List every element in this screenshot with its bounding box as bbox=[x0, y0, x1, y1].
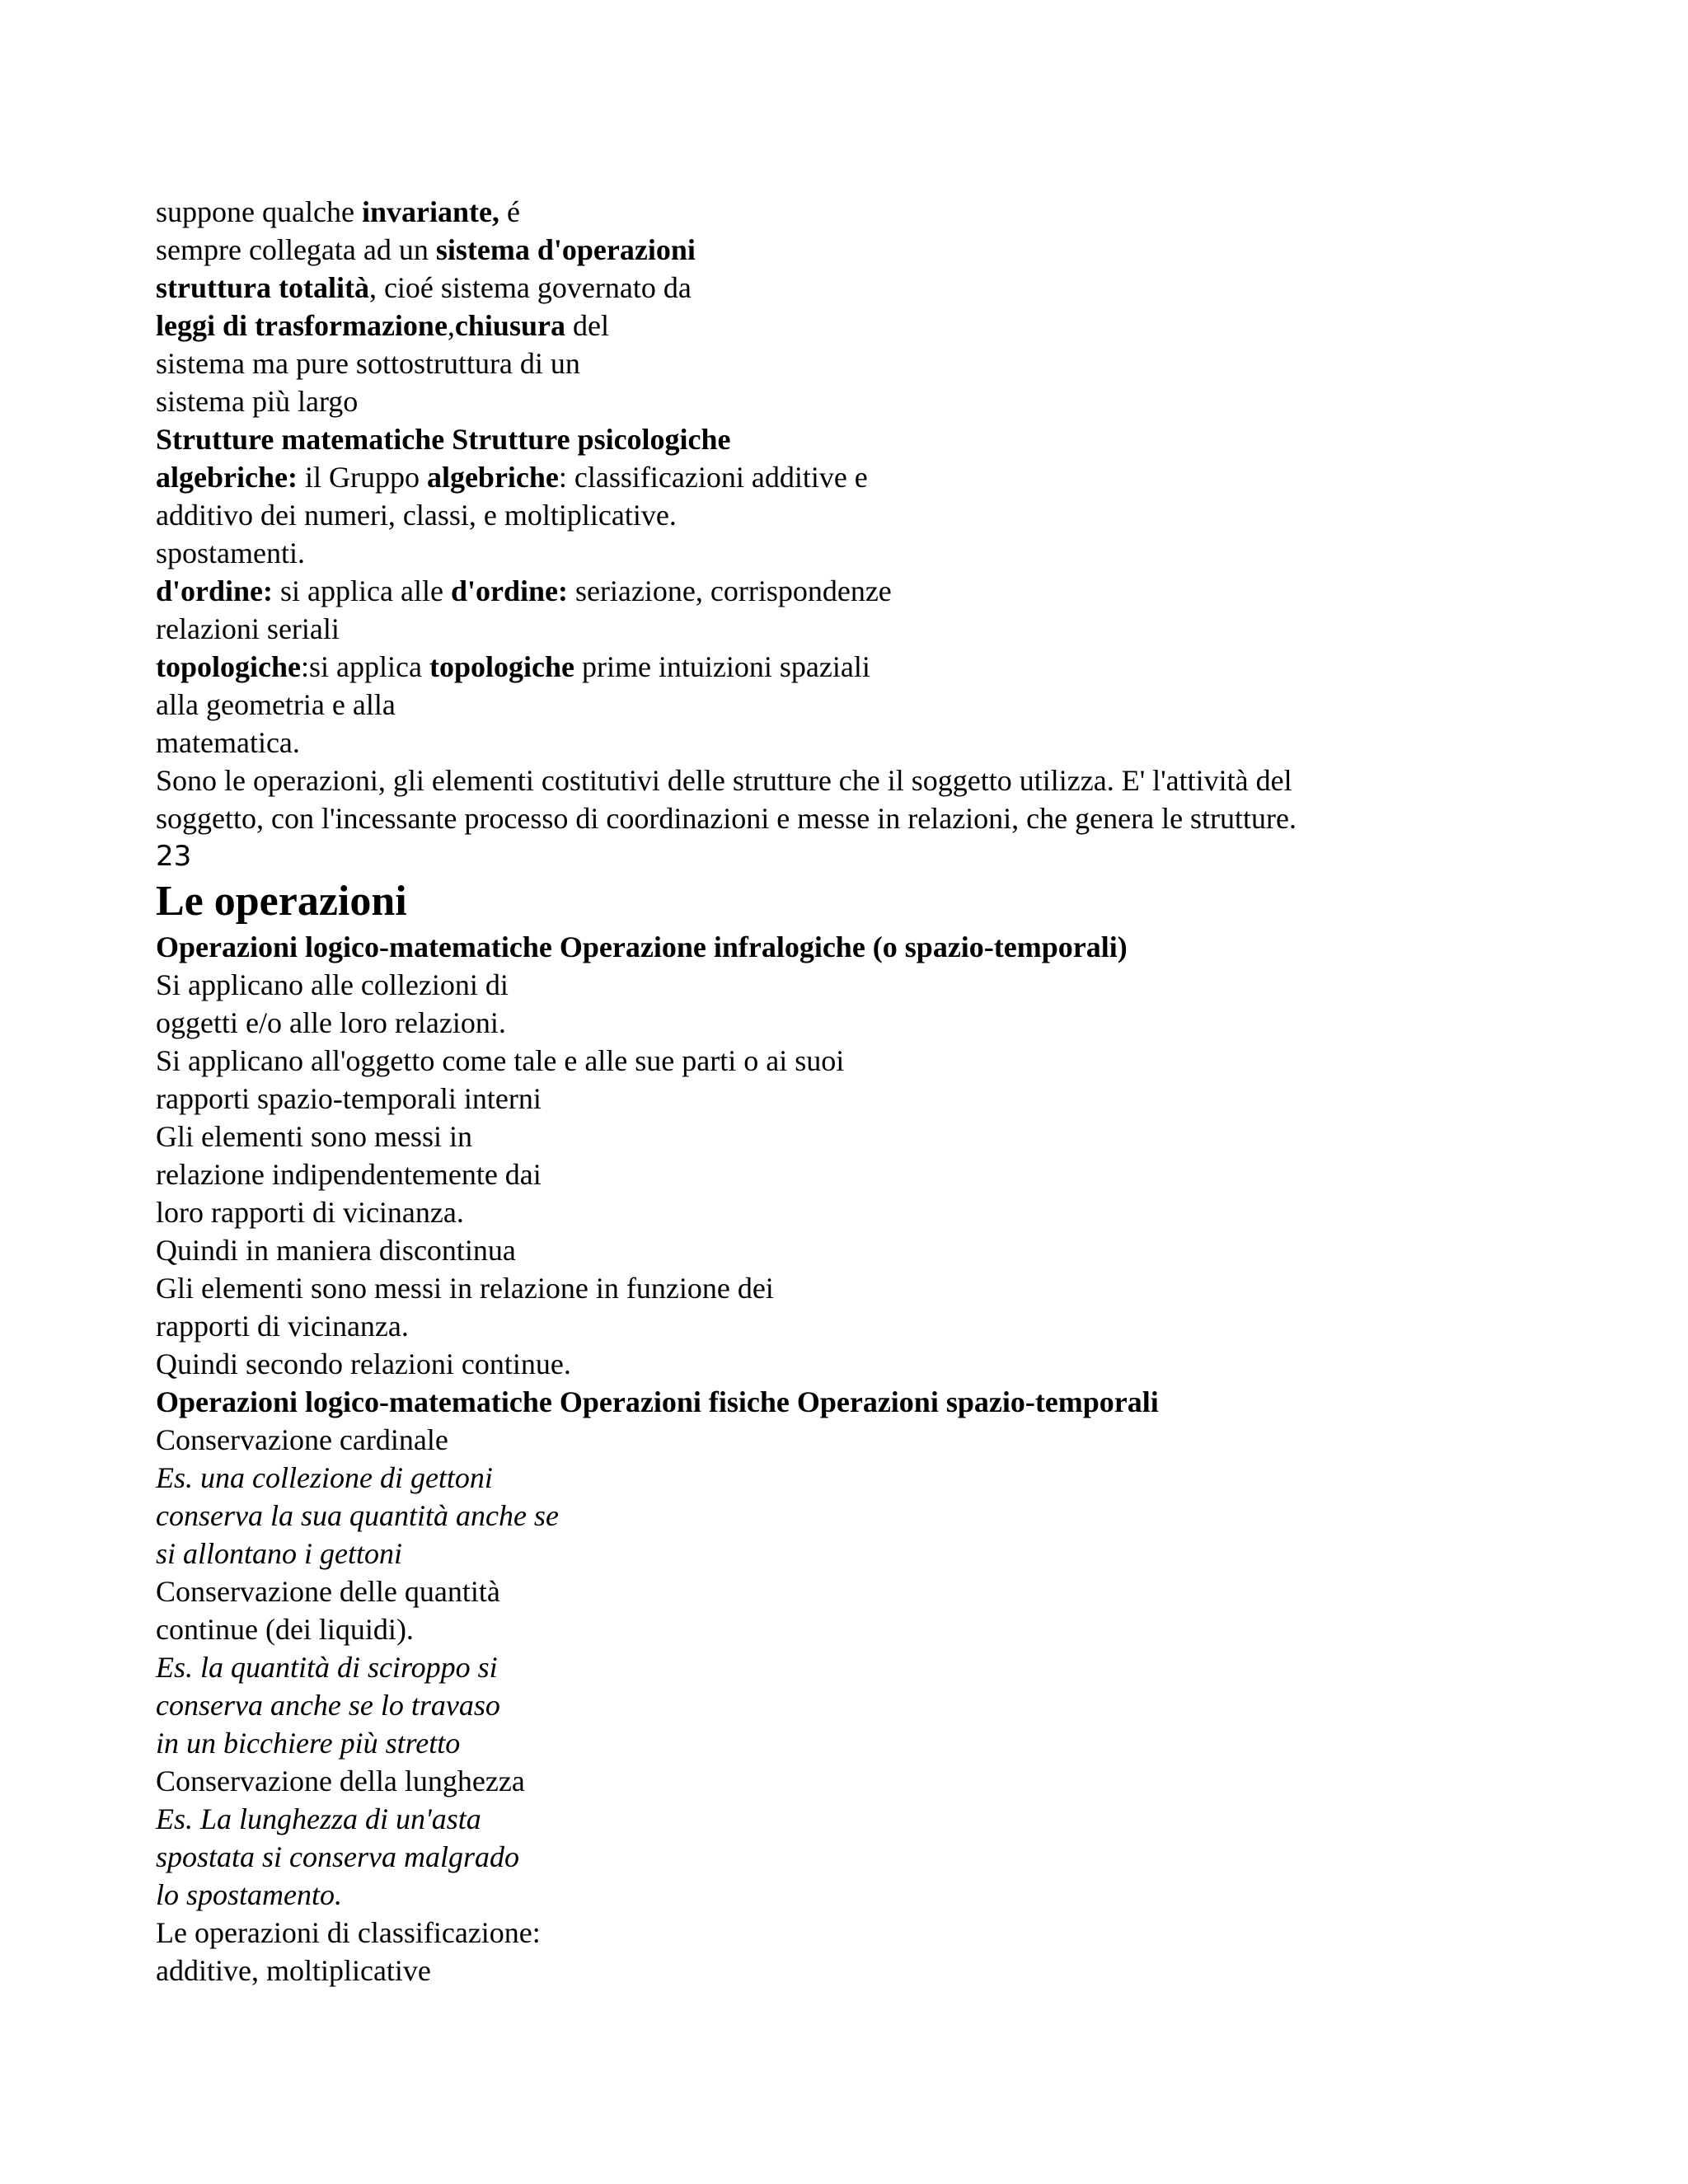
text-line bbox=[156, 458, 1606, 496]
italic-example-line bbox=[156, 1876, 1606, 1914]
text-line: additivo dei numeri, classi, e moltiplicative. bbox=[156, 499, 677, 532]
text-line bbox=[156, 572, 1606, 610]
text-line: relazioni seriali bbox=[156, 612, 340, 645]
italic-text: conserva la sua quantità anche se bbox=[156, 1499, 559, 1532]
text: sempre collegata ad un bbox=[156, 233, 436, 266]
italic-text: Es. una collezione di gettoni bbox=[156, 1461, 493, 1494]
text: é bbox=[499, 195, 520, 228]
text-line: additive, moltiplicative bbox=[156, 1954, 431, 1987]
text-line: Conservazione delle quantità bbox=[156, 1575, 500, 1608]
italic-text: si allontano i gettoni bbox=[156, 1537, 403, 1570]
text-line: Quindi secondo relazioni continue. bbox=[156, 1347, 571, 1380]
bold-term: topologiche bbox=[429, 650, 574, 683]
italic-example-line bbox=[156, 1497, 1606, 1535]
bold-term: chiusura bbox=[454, 309, 565, 342]
bold-term: invariante, bbox=[361, 195, 499, 228]
italic-example-line bbox=[156, 1459, 1606, 1497]
text: suppone qualche bbox=[156, 195, 362, 228]
text: : classificazioni additive e bbox=[558, 461, 868, 494]
text-line bbox=[156, 648, 1606, 686]
bold-term: Operazioni logico-matematiche Operazioni fisiche Operazioni spazio-temporali bbox=[156, 1385, 1159, 1418]
text-line: Conservazione della lunghezza bbox=[156, 1765, 525, 1797]
text-line: Le operazioni di classificazione: bbox=[156, 1916, 541, 1949]
text-line: Conservazione cardinale bbox=[156, 1423, 448, 1456]
italic-text: conserva anche se lo travaso bbox=[156, 1689, 500, 1722]
table-header-line bbox=[156, 420, 1606, 458]
italic-text: lo spostamento. bbox=[156, 1878, 343, 1911]
text-line: sistema più largo bbox=[156, 385, 359, 418]
text: , bbox=[447, 309, 455, 342]
text-line bbox=[156, 307, 1606, 344]
text-line: matematica. bbox=[156, 726, 300, 759]
bold-term: leggi di trasformazione bbox=[156, 309, 448, 342]
text-line: Si applicano alle collezioni di bbox=[156, 968, 509, 1001]
section-heading: Le operazioni bbox=[156, 878, 407, 925]
italic-text: in un bicchiere più stretto bbox=[156, 1727, 461, 1760]
text-line: sistema ma pure sottostruttura di un bbox=[156, 347, 580, 380]
text: , cioé sistema governato da bbox=[368, 271, 692, 304]
text: seriazione, corrispondenze bbox=[567, 574, 892, 607]
text-line: relazione indipendentemente dai bbox=[156, 1158, 542, 1191]
text: del bbox=[565, 309, 609, 342]
document-page bbox=[156, 193, 1606, 1990]
italic-text: Es. la quantità di sciroppo si bbox=[156, 1651, 498, 1684]
text-line: alla geometria e alla bbox=[156, 688, 396, 721]
text-line: soggetto, con l'incessante processo di coordinazioni e messe in relazioni, che genera le strutture. bbox=[156, 802, 1297, 835]
italic-example-line bbox=[156, 1724, 1606, 1762]
italic-example-line bbox=[156, 1838, 1606, 1876]
text: il Gruppo bbox=[297, 461, 427, 494]
bold-term: topologiche bbox=[156, 650, 301, 683]
bold-term: Operazioni logico-matematiche Operazione infralogiche (o spazio-temporali) bbox=[156, 930, 1128, 963]
text-line bbox=[156, 269, 1606, 307]
italic-text: spostata si conserva malgrado bbox=[156, 1840, 519, 1873]
text-line: continue (dei liquidi). bbox=[156, 1613, 414, 1646]
italic-example-line bbox=[156, 1800, 1606, 1838]
text-line: loro rapporti di vicinanza. bbox=[156, 1196, 464, 1229]
text-line: Quindi in maniera discontinua bbox=[156, 1234, 516, 1267]
text: si applica alle bbox=[273, 574, 451, 607]
bold-term: sistema d'operazioni bbox=[435, 233, 696, 266]
table-header-line bbox=[156, 928, 1606, 966]
page-number: 23 bbox=[156, 840, 192, 873]
text: prime intuizioni spaziali bbox=[574, 650, 870, 683]
italic-text: Es. La lunghezza di un'asta bbox=[156, 1802, 481, 1835]
text-line: rapporti spazio-temporali interni bbox=[156, 1082, 542, 1115]
text-line: spostamenti. bbox=[156, 537, 305, 569]
italic-example-line bbox=[156, 1535, 1606, 1572]
italic-example-line bbox=[156, 1686, 1606, 1724]
bold-term: algebriche: bbox=[156, 461, 298, 494]
bold-term: Strutture matematiche Strutture psicologiche bbox=[156, 423, 731, 456]
text-line: rapporti di vicinanza. bbox=[156, 1310, 409, 1343]
bold-term: struttura totalità bbox=[156, 271, 369, 304]
text-line bbox=[156, 231, 1606, 269]
table-header-line bbox=[156, 1383, 1606, 1421]
bold-term: d'ordine: bbox=[156, 574, 274, 607]
text-line: oggetti e/o alle loro relazioni. bbox=[156, 1006, 506, 1039]
text-line: Gli elementi sono messi in bbox=[156, 1120, 472, 1153]
text-line bbox=[156, 193, 1606, 231]
text-line: Gli elementi sono messi in relazione in funzione dei bbox=[156, 1272, 774, 1305]
text-line: Si applicano all'oggetto come tale e alle sue parti o ai suoi bbox=[156, 1044, 845, 1077]
bold-term: d'ordine: bbox=[450, 574, 568, 607]
text-line: Sono le operazioni, gli elementi costitutivi delle strutture che il soggetto utilizza. E' l'attività del bbox=[156, 764, 1292, 797]
bold-term: algebriche bbox=[426, 461, 559, 494]
text: :si applica bbox=[301, 650, 429, 683]
italic-example-line bbox=[156, 1648, 1606, 1686]
